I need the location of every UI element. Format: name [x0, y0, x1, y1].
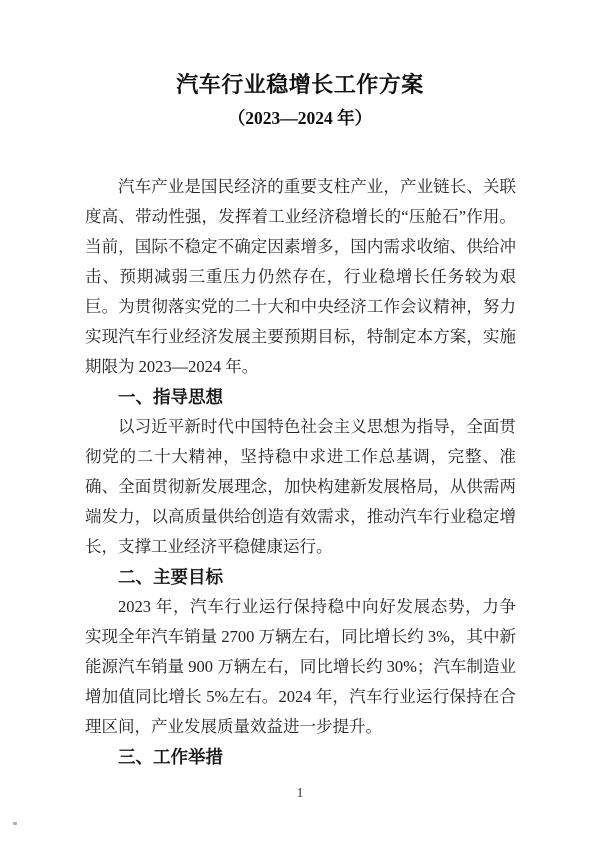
document-title: 汽车行业稳增长工作方案	[176, 72, 424, 97]
section-heading-main-goals: 二、主要目标	[118, 567, 223, 587]
section-body-main-goals: 2023 年，汽车行业运行保持稳中向好发展态势，力争实现全年汽车销量 2700 万辆左右，同比增长约 3%，其中新能源汽车销量 900 万辆左右，同比增长约 30%；汽车制造业增加值同比增长 5%左右。2024 年，汽车行业运行保持在合理区间，产业发展质量效益进一步提升。	[85, 597, 516, 736]
document-subtitle: （2023—2024 年）	[227, 108, 373, 128]
intro-paragraph: 汽车产业是国民经济的重要支柱产业，产业链长、关联度高、带动性强，发挥着工业经济稳增长的“压舱石”作用。当前，国际不稳定不确定因素增多，国内需求收缩、供给冲击、预期减弱三重压力仍然存在，行业稳增长任务较为艰巨。为贯彻落实党的二十大和中央经济工作会议精神，努力实现汽车行业经济发展主要预期目标，特制定本方案，实施期限为 2023—2024 年。	[85, 177, 516, 376]
section-heading-guiding-ideology: 一、指导思想	[118, 387, 223, 407]
page-number: 1	[296, 786, 304, 801]
document-body	[85, 172, 516, 772]
section-body-guiding-ideology: 以习近平新时代中国特色社会主义思想为指导，全面贯彻党的二十大精神，坚持稳中求进工作总基调，完整、准确、全面贯彻新发展理念，加快构建新发展格局，从供需两端发力，以高质量供给创造有效需求，推动汽车行业稳定增长，支撑工业经济平稳健康运行。	[85, 417, 516, 556]
scan-noise-speck	[13, 822, 17, 825]
section-heading-work-measures: 三、工作举措	[118, 747, 223, 767]
